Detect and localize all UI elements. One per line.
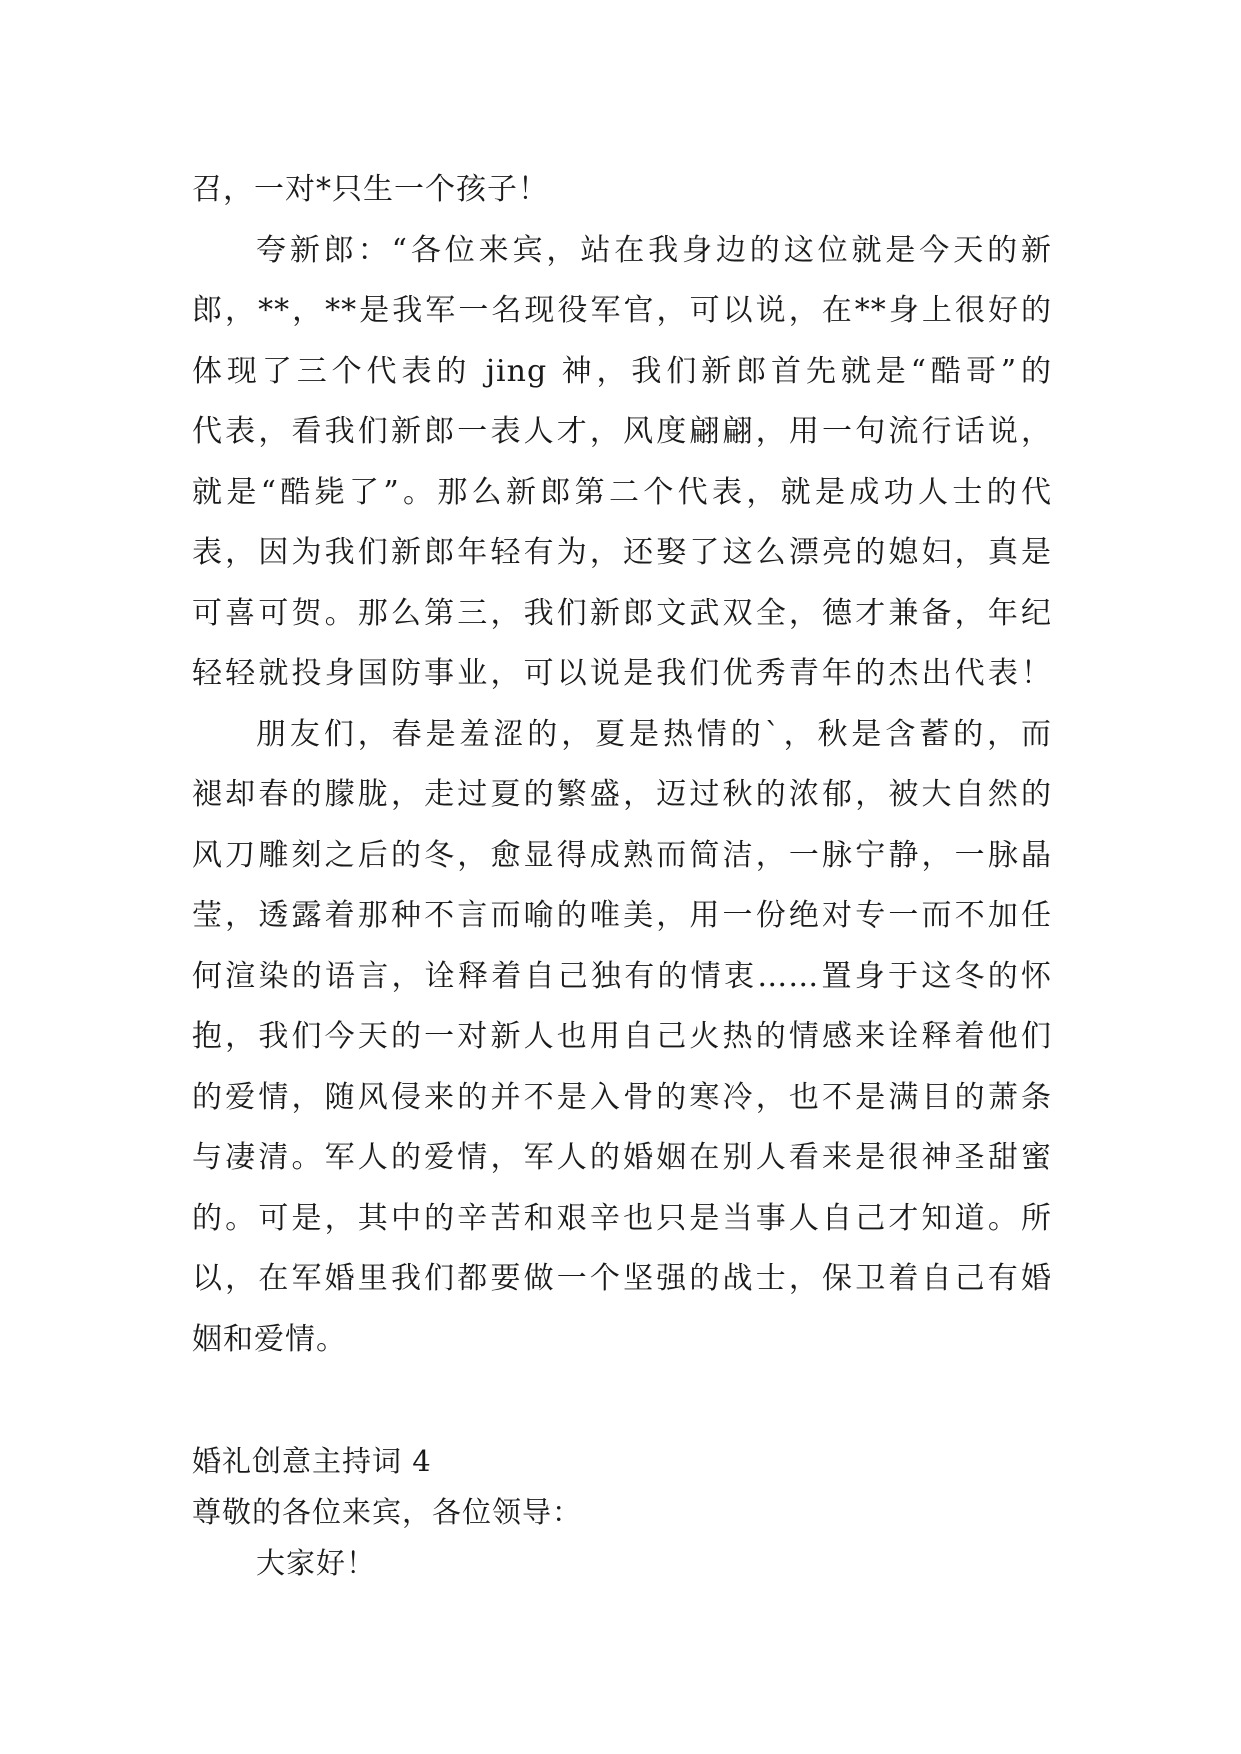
document-body	[192, 160, 1052, 1589]
text-line: 褪却春的朦胧，走过夏的繁盛，迈过秋的浓郁，被大自然的	[192, 777, 1052, 812]
text-line: 以，在军婚里我们都要做一个坚强的战士，保卫着自己有婚	[192, 1261, 1052, 1296]
paragraph	[192, 705, 1052, 1371]
text-line: 风刀雕刻之后的冬，愈显得成熟而简洁，一脉宁静，一脉晶	[192, 837, 1052, 873]
salutation: 尊敬的各位来宾，各位领导：	[192, 1495, 583, 1529]
text-line: 夸新郎：“各位来宾，站在我身边的这位就是今天的新	[256, 232, 1052, 268]
text-line: 与凄清。军人的爱情，军人的婚姻在别人看来是很神圣甜蜜	[192, 1140, 1052, 1175]
text-line: 何渲染的语言，诠释着自己独有的情衷……置身于这冬的怀	[192, 958, 1052, 994]
text-line: 代表，看我们新郎一表人才，风度翩翩，用一句流行话说，	[192, 414, 1052, 449]
text-line: 郎，**，**是我军一名现役军官，可以说，在**身上很好的	[192, 293, 1052, 328]
text-line: 莹，透露着那种不言而喻的唯美，用一份绝对专一而不加任	[192, 898, 1052, 933]
paragraph	[192, 160, 1052, 221]
section-gap	[192, 1370, 1052, 1436]
text-line: 可喜可贺。那么第三，我们新郎文武双全，德才兼备，年纪	[192, 595, 1052, 631]
text-line: 表，因为我们新郎年轻有为，还娶了这么漂亮的媳妇，真是	[192, 535, 1052, 570]
text-line: 轻轻就投身国防事业，可以说是我们优秀青年的杰出代表！	[192, 656, 1052, 691]
greeting: 大家好！	[256, 1546, 377, 1580]
text-line: 抱，我们今天的一对新人也用自己火热的情感来诠释着他们	[192, 1019, 1052, 1054]
text-line: 召，一对*只生一个孩子！	[192, 172, 549, 207]
text-line: 的。可是，其中的辛苦和艰辛也只是当事人自己才知道。所	[192, 1200, 1052, 1236]
text-line: 的爱情，随风侵来的并不是入骨的寒冷，也不是满目的萧条	[192, 1079, 1052, 1115]
text-line: 姻和爱情。	[192, 1321, 347, 1357]
paragraph	[192, 221, 1052, 705]
text-line: 体现了三个代表的 jing 神，我们新郎首先就是“酷哥”的	[192, 353, 1052, 389]
section-title: 婚礼创意主持词 4	[192, 1444, 432, 1478]
text-line: 朋友们，春是羞涩的，夏是热情的`，秋是含蓄的，而	[256, 716, 1052, 752]
text-line: 就是“酷毙了”。那么新郎第二个代表，就是成功人士的代	[192, 474, 1052, 510]
